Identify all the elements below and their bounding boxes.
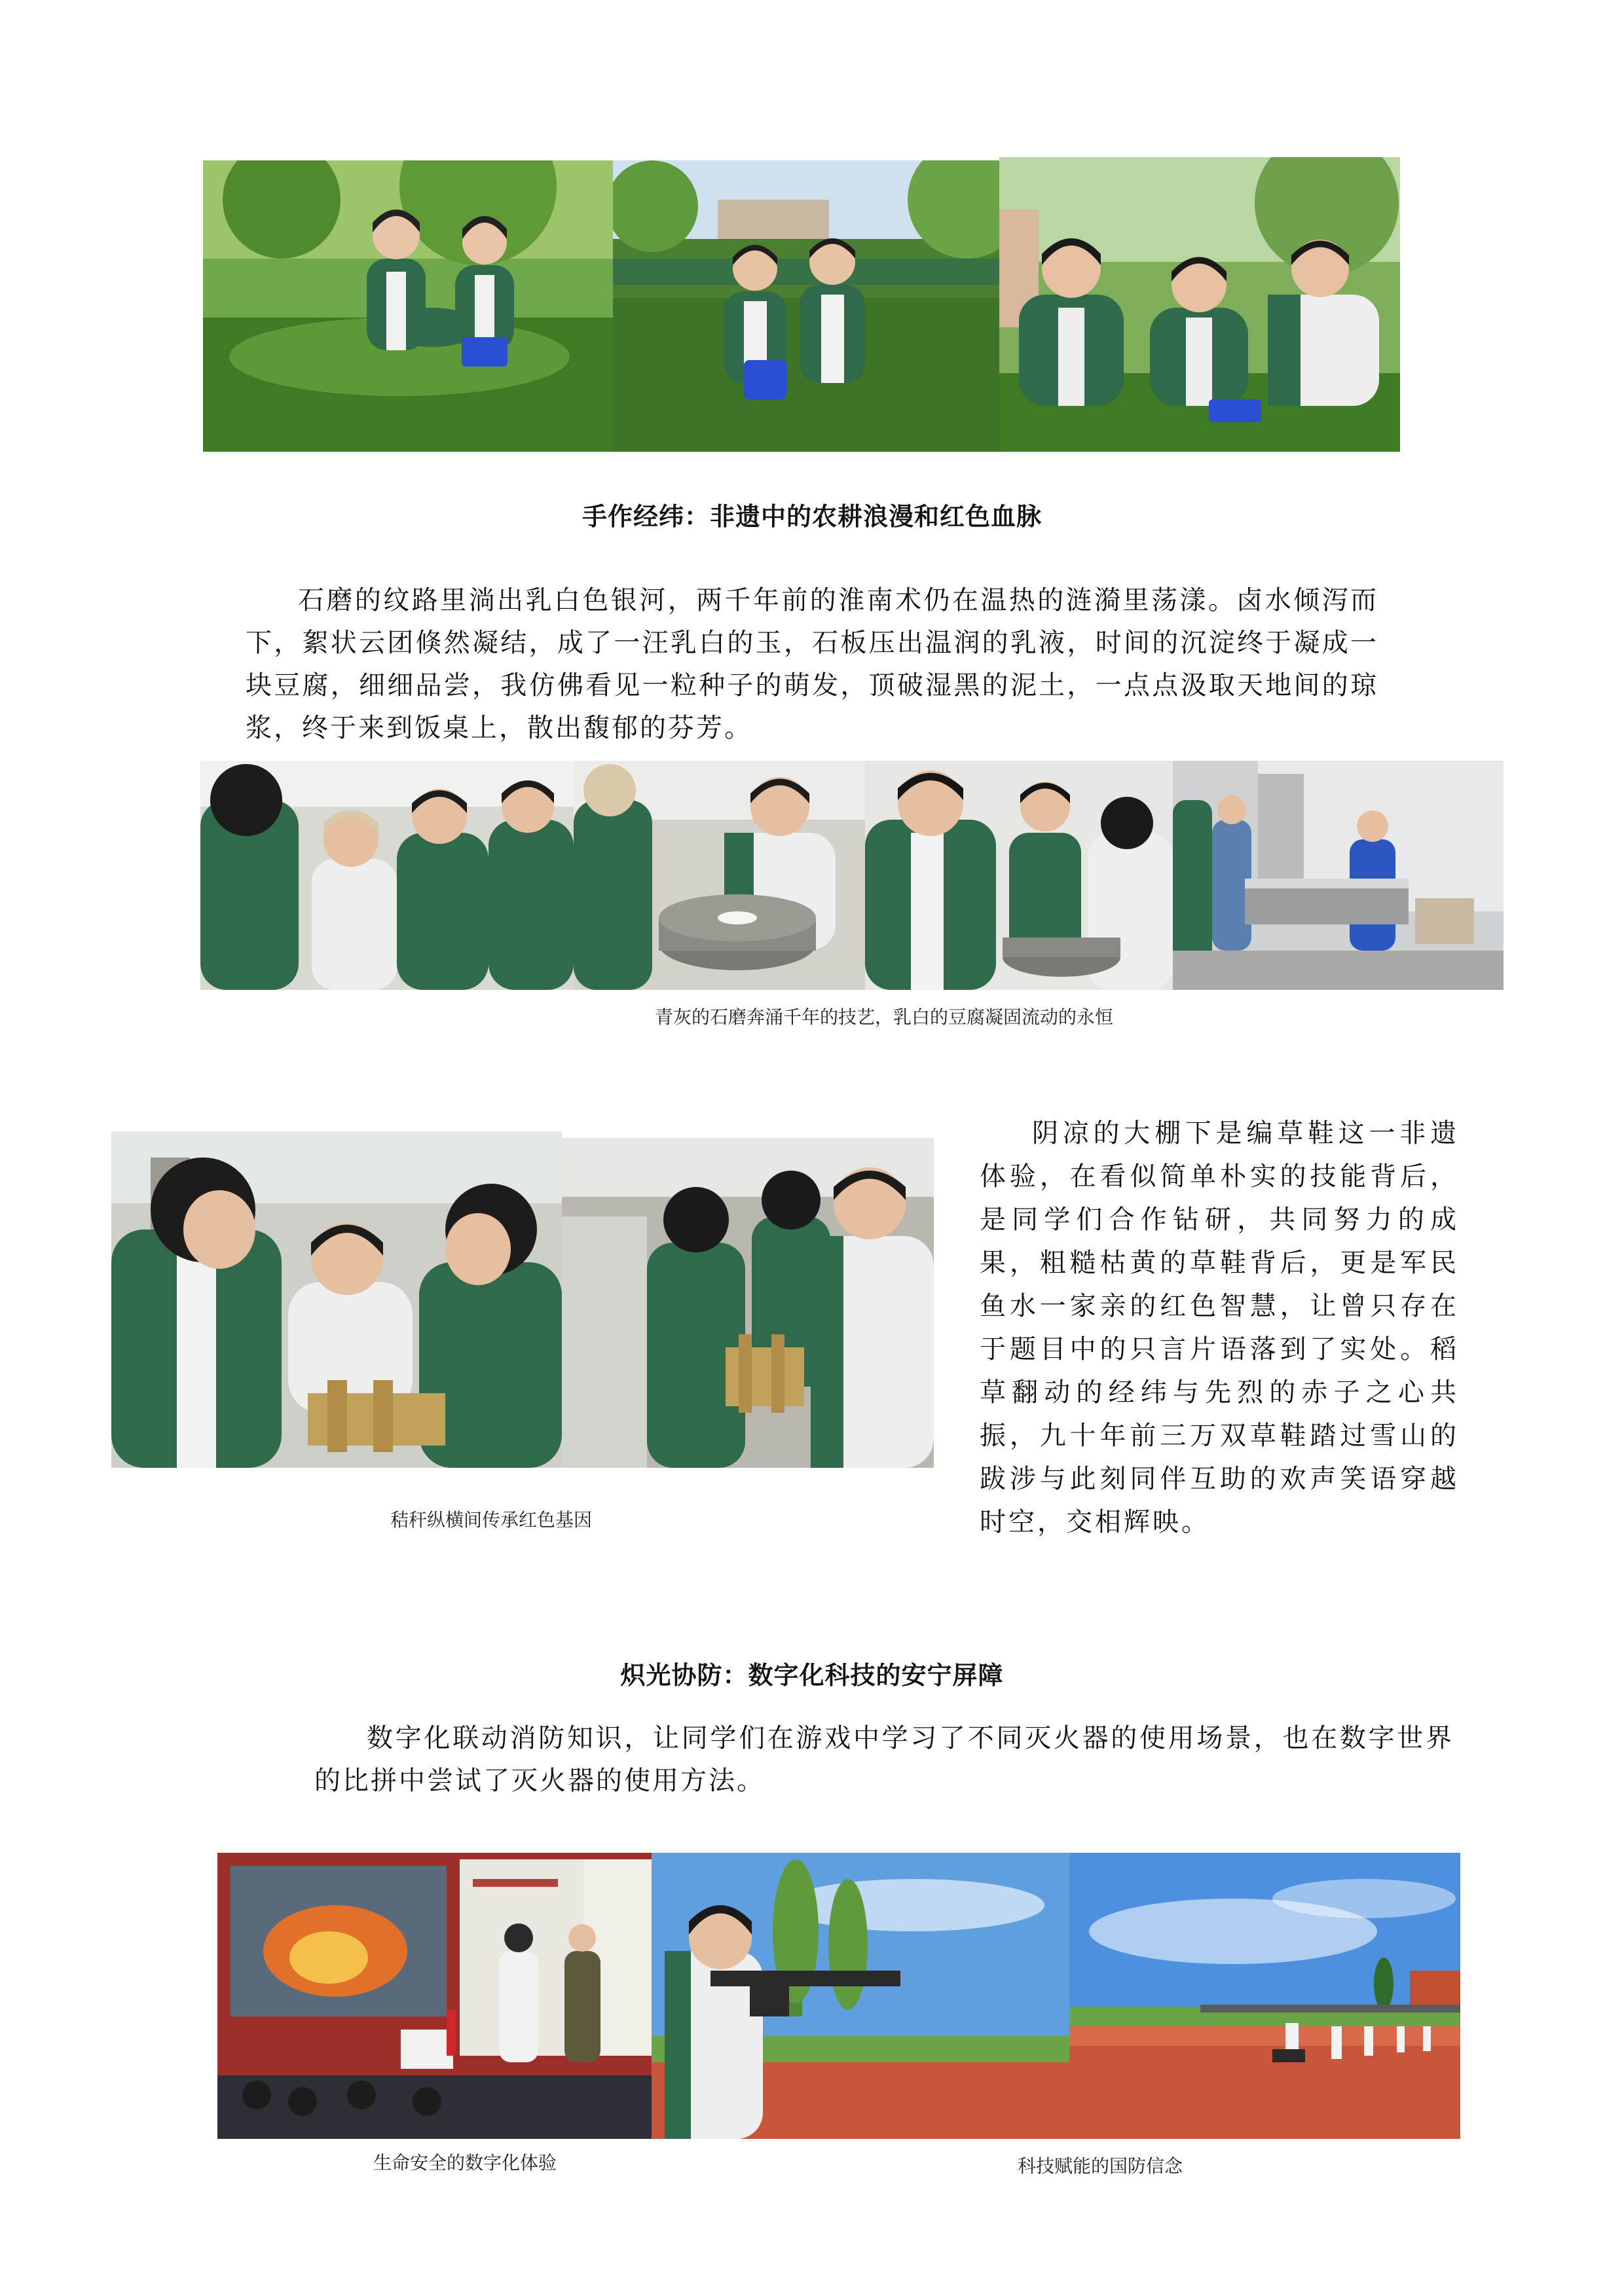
- tea-picking-photo-3: [999, 157, 1400, 452]
- tofu-paragraph: 石磨的纹路里淌出乳白色银河，两千年前的淮南术仍在温热的涟漪里荡漾。卤水倾泻而下，絮状云团倏然凝结，成了一汪乳白的玉，石板压出温润的乳液，时间的沉淀终于凝成一块豆腐，细细品尝，我仿佛看见一粒种子的萌发，顶破湿黑的泥土，一点点汲取天地间的琼浆，终于来到饭桌上，散出馥郁的芬芳。: [246, 585, 1378, 743]
- sports-field-photo: [1069, 1853, 1460, 2139]
- tofu-photo-caption: 青灰的石磨奔涌千年的技艺，乳白的豆腐凝固流动的永恒: [654, 1006, 1113, 1028]
- straw-sandal-photo-2: [562, 1138, 934, 1468]
- tea-picking-photo-1: [203, 160, 613, 452]
- straw-sandal-paragraph: 阴凉的大棚下是编草鞋这一非遗体验，在看似简单朴实的技能背后，是同学们合作钻研，共同努力的成果，粗糙枯黄的草鞋背后，更是军民鱼水一家亲的红色智慧，让曾只存在于题目中的只言片语落到了实处。稻草翻动的经纬与先烈的赤子之心共振，九十年前三万双草鞋踏过雪山的跋涉与此刻同伴互助的欢声笑语穿越时空，交相辉映。: [980, 1118, 1459, 1537]
- fire-safety-paragraph: 数字化联动消防知识，让同学们在游戏中学习了不同灭火器的使用场景，也在数字世界的比拼中尝试了灭火器的使用方法。: [314, 1723, 1454, 1796]
- tofu-workshop-photo: [1173, 761, 1504, 990]
- stone-mill-photo-1: [574, 761, 865, 990]
- section-heading-handcraft: 手作经纬：非遗中的农耕浪漫和红色血脉: [581, 502, 1042, 531]
- tea-picking-photo-2: [613, 160, 999, 452]
- section-heading-fire-defense: 炽光协防：数字化科技的安宁屏障: [620, 1661, 1004, 1690]
- tofu-making-photo-1: [200, 761, 574, 990]
- defense-photo-caption: 科技赋能的国防信念: [1017, 2155, 1183, 2177]
- stone-mill-photo-2: [865, 761, 1173, 990]
- shooting-training-photo: [652, 1853, 1069, 2139]
- fire-safety-photo-caption: 生命安全的数字化体验: [373, 2152, 557, 2174]
- straw-sandal-photo-caption: 秸秆纵横间传承红色基因: [390, 1509, 592, 1531]
- straw-sandal-photo-1: [111, 1131, 562, 1468]
- fire-safety-screen-photo: [217, 1853, 652, 2139]
